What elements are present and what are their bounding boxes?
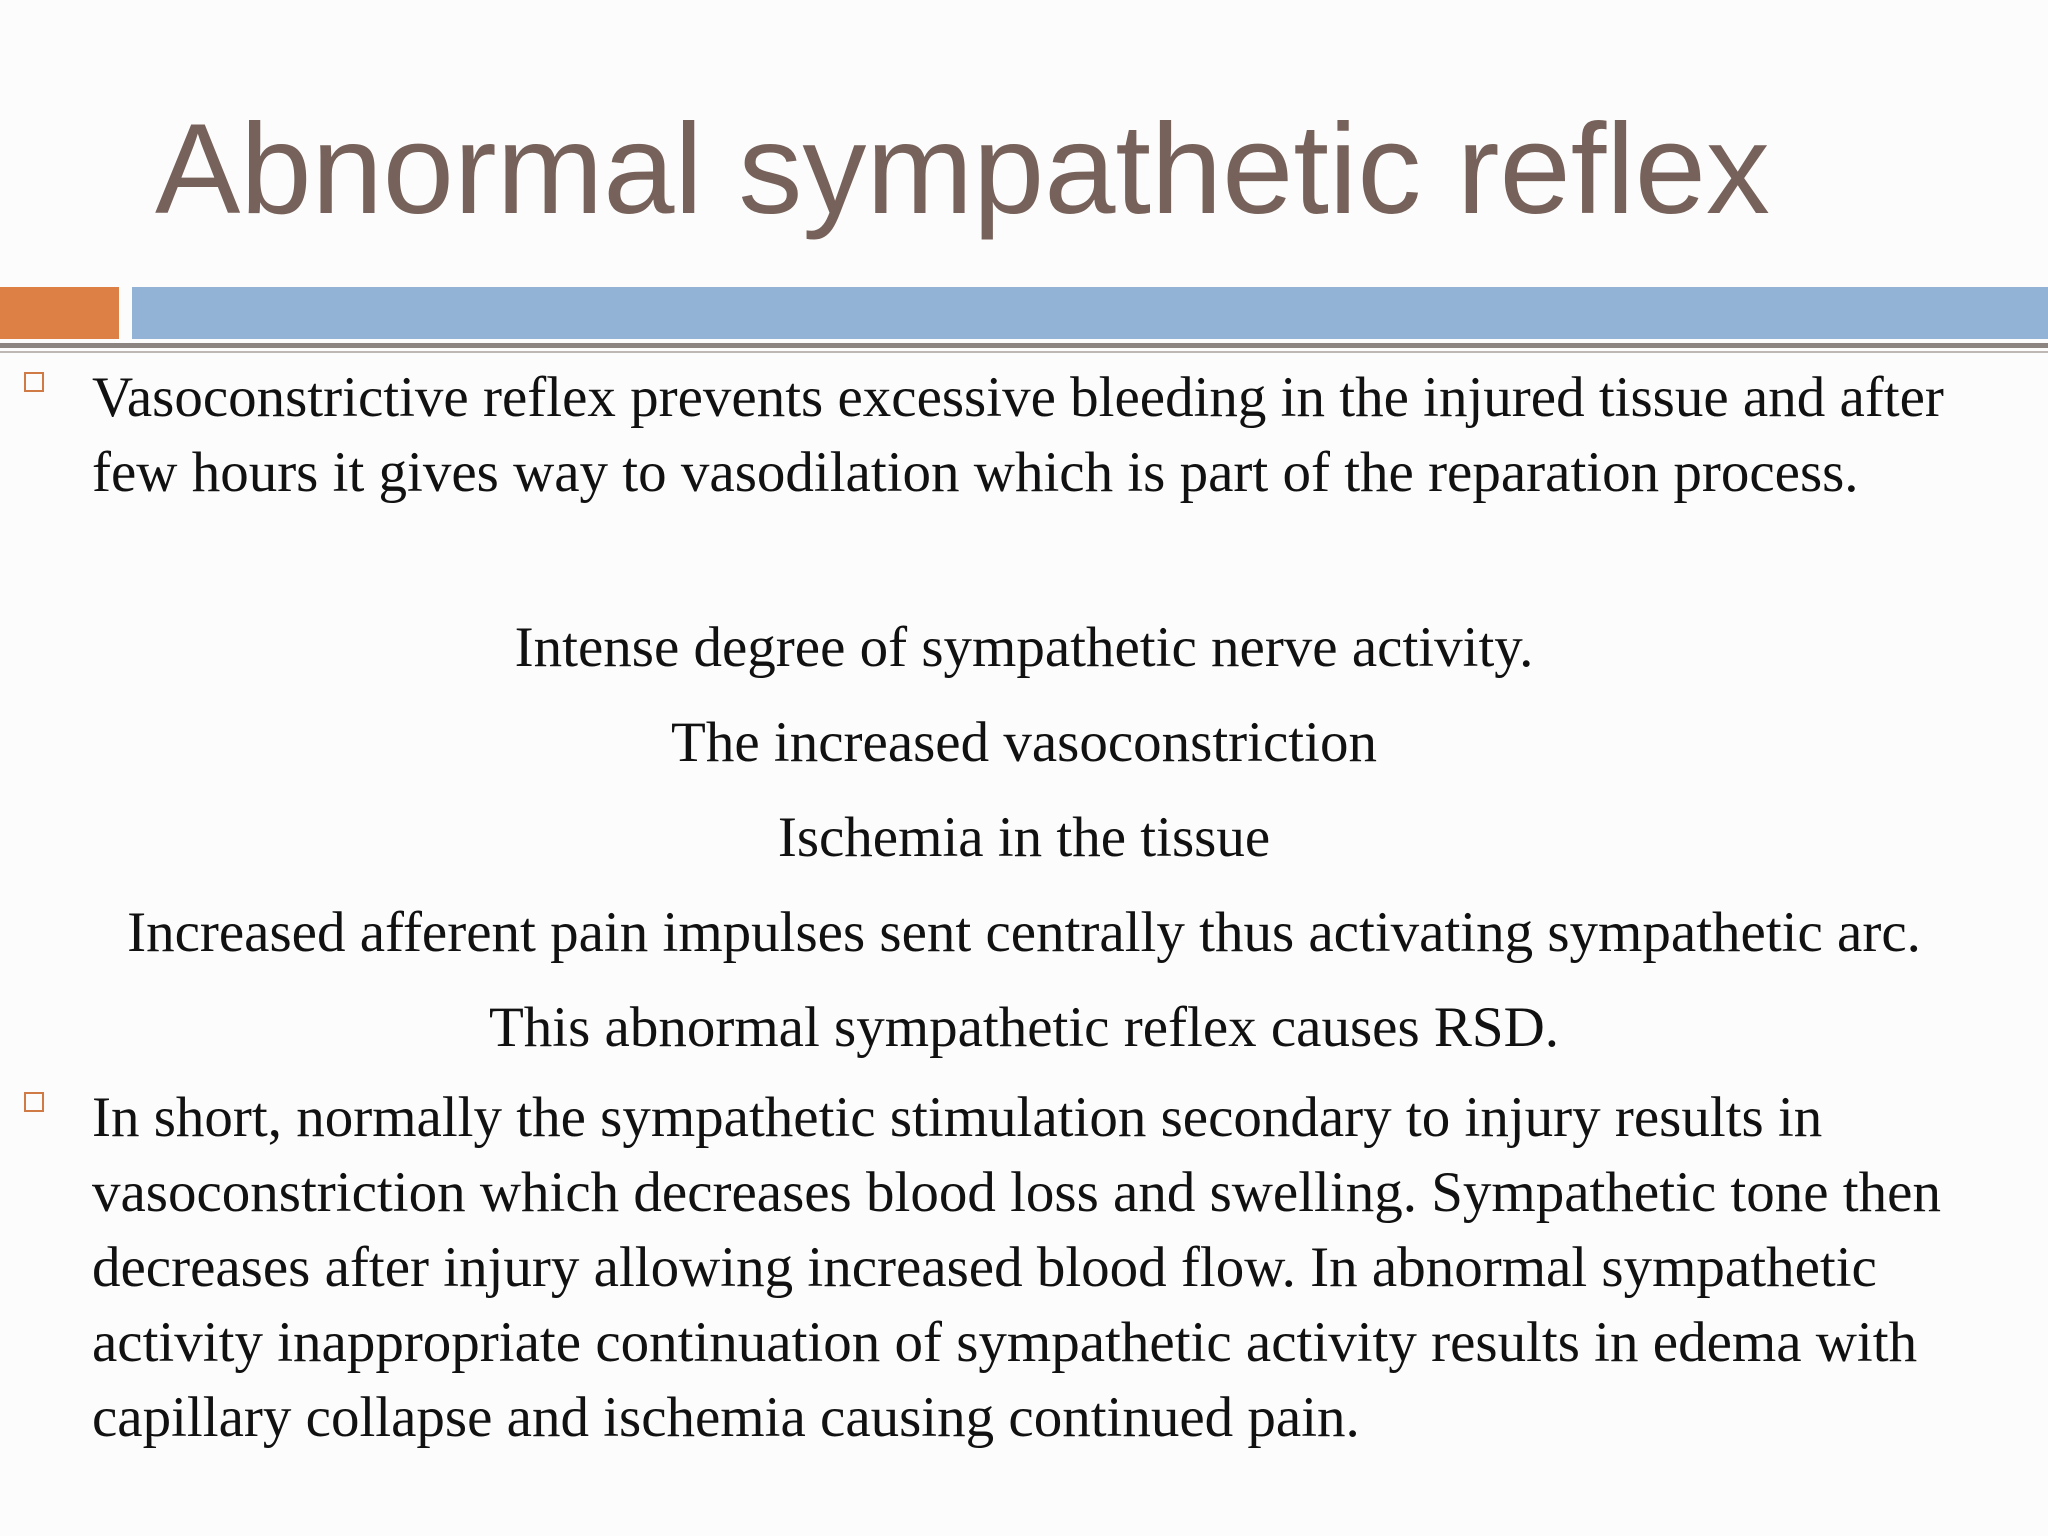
divider-rule xyxy=(0,343,2048,348)
reflex-chain xyxy=(0,600,2048,1075)
divider-rule-thin xyxy=(0,351,2048,353)
bullet-text: Vasoconstrictive reflex prevents excessive bleeding in the injured tissue and after few hours it gives way to vasodilation which is part of the reparation process. xyxy=(92,366,1944,504)
square-bullet-icon xyxy=(24,372,44,392)
square-bullet-icon xyxy=(24,1092,44,1112)
slide-title: Abnormal sympathetic reflex xyxy=(155,98,1770,241)
reflex-step: Increased afferent pain impulses sent centrally thus activating sympathetic arc. xyxy=(127,901,1921,964)
reflex-step: Intense degree of sympathetic nerve activity. xyxy=(514,616,1534,679)
bullet-text: In short, normally the sympathetic stimulation secondary to injury results in vasoconstriction which decreases blood loss and swelling. Sympathetic tone then decreases after injury allowing increased blood flow. In abnormal sympathetic activity inappropriate continuation of sympathetic activity results in edema with capillary collapse and ischemia causing continued pain. xyxy=(92,1086,1941,1449)
accent-bar-blue xyxy=(132,287,2048,339)
accent-bar-orange xyxy=(0,287,119,339)
reflex-step: This abnormal sympathetic reflex causes RSD. xyxy=(488,996,1560,1059)
reflex-step: The increased vasoconstriction xyxy=(671,711,1377,774)
reflex-step: Ischemia in the tissue xyxy=(777,806,1271,869)
